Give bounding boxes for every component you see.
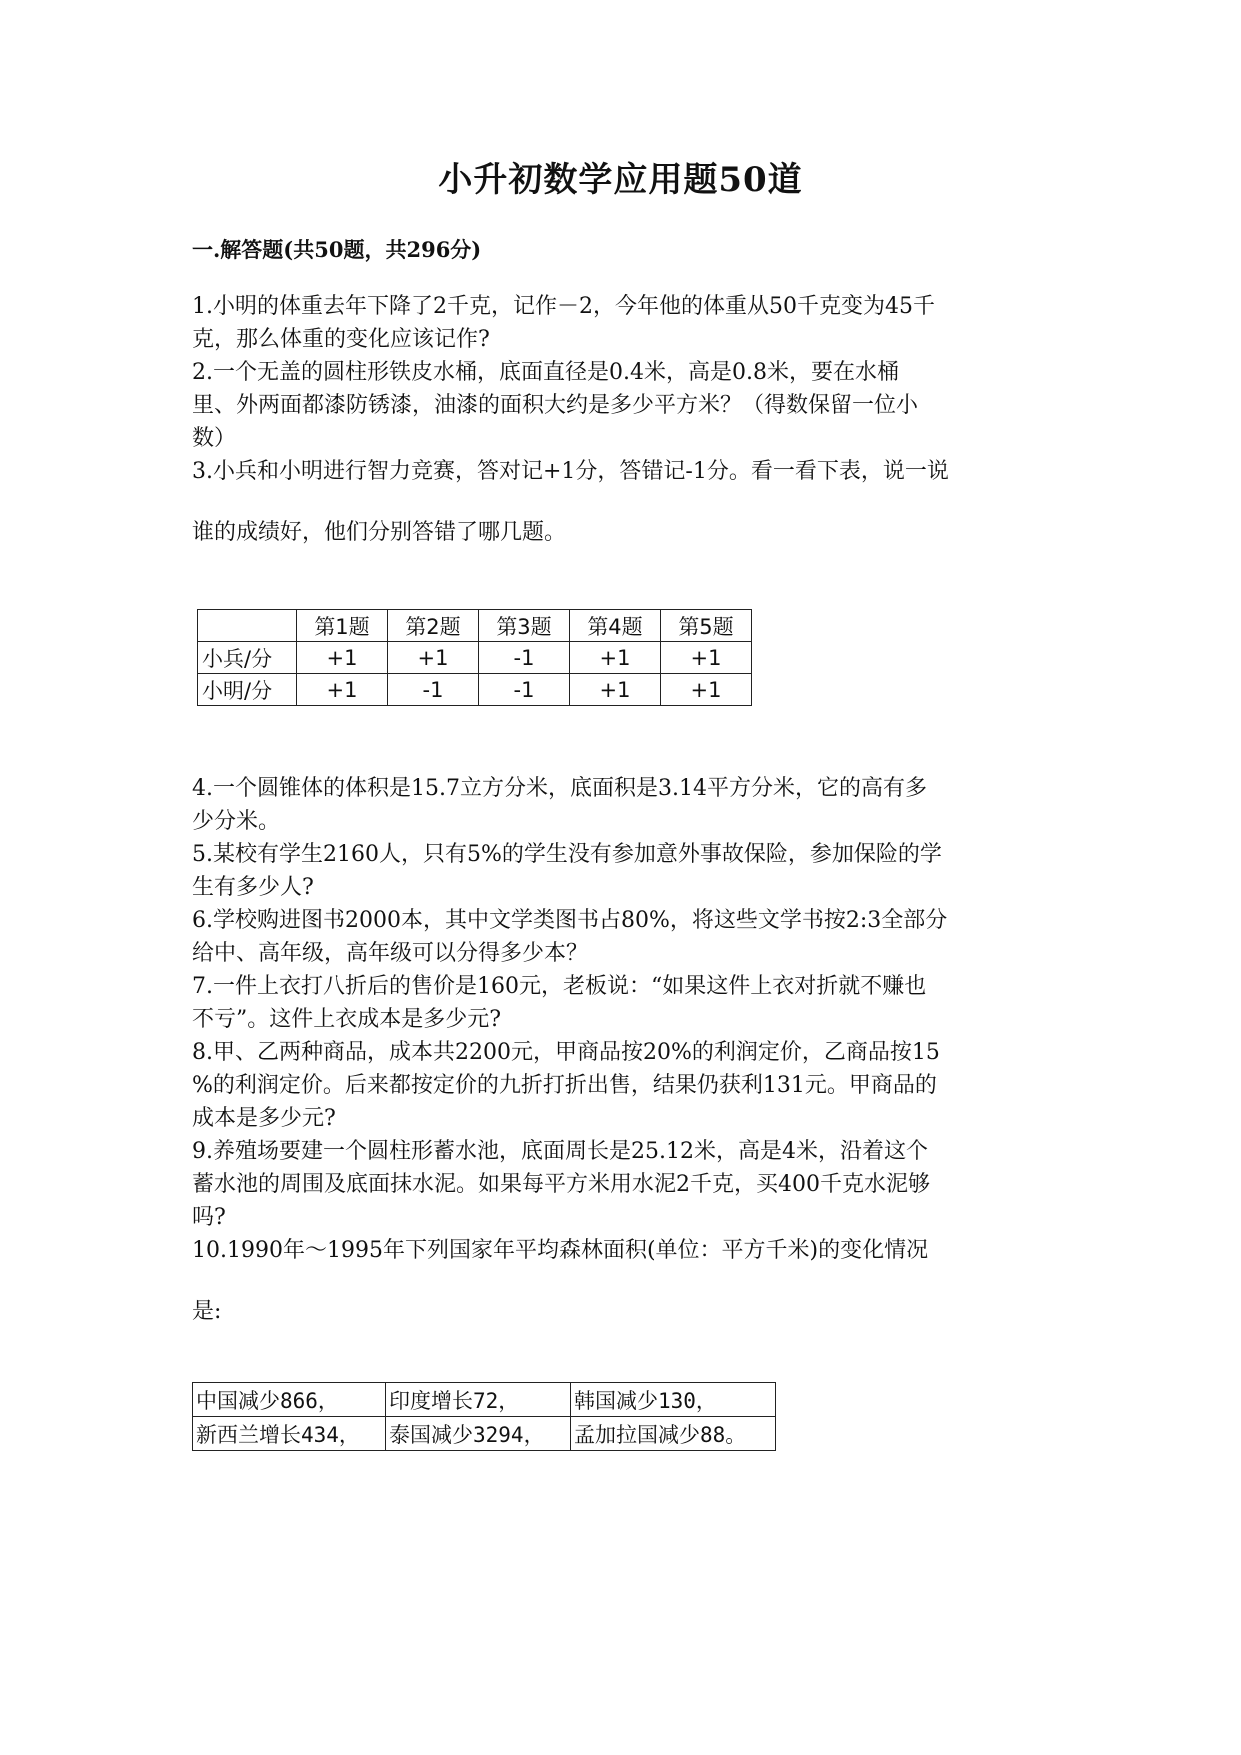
question-6-line-2: 给中、高年级，高年级可以分得多少本？ bbox=[192, 941, 589, 966]
question-2-line-3: 数） bbox=[192, 426, 237, 451]
score-table-header-cell: 第5题 bbox=[661, 610, 752, 642]
question-8-line-3: 成本是多少元? bbox=[192, 1106, 336, 1131]
question-7-line-1: 7.一件上衣打八折后的售价是160元，老板说：“如果这件上衣对折就不赚也 bbox=[192, 974, 927, 999]
score-table-header-cell: 第3题 bbox=[479, 610, 570, 642]
score-table-header-cell: 第2题 bbox=[388, 610, 479, 642]
question-4-line-2: 少分米。 bbox=[192, 809, 281, 834]
score-table-cell: -1 bbox=[479, 674, 570, 706]
forest-table-cell: 孟加拉国减少88。 bbox=[571, 1417, 776, 1451]
question-9 bbox=[192, 1135, 930, 1234]
score-table-row-label: 小兵/分 bbox=[198, 642, 297, 674]
score-table-row-label: 小明/分 bbox=[198, 674, 297, 706]
question-5-line-2: 生有多少人? bbox=[192, 875, 314, 900]
question-4-line-1: 4.一个圆锥体的体积是15.7立方分米，底面积是3.14平方分米，它的高有多 bbox=[192, 776, 927, 801]
question-9-line-1: 9.养殖场要建一个圆柱形蓄水池，底面周长是25.12米，高是4米，沿着这个 bbox=[192, 1139, 928, 1164]
forest-table-row bbox=[193, 1383, 776, 1417]
question-10-line-2: 是: bbox=[192, 1299, 222, 1324]
question-3-line-2: 谁的成绩好，他们分别答错了哪几题。 bbox=[192, 520, 567, 545]
forest-table-cell: 中国减少866， bbox=[193, 1383, 386, 1417]
question-5 bbox=[192, 838, 942, 904]
score-table bbox=[197, 609, 752, 706]
question-2 bbox=[192, 356, 918, 455]
score-table-header-cell: 第1题 bbox=[297, 610, 388, 642]
score-table-cell: -1 bbox=[388, 674, 479, 706]
question-6 bbox=[192, 904, 947, 970]
section-heading: 一.解答题(共50题，共296分) bbox=[192, 237, 482, 262]
score-table-cell: +1 bbox=[570, 642, 661, 674]
forest-table-cell: 印度增长72， bbox=[386, 1383, 571, 1417]
forest-table-cell: 泰国减少3294， bbox=[386, 1417, 571, 1451]
forest-table-cell: 新西兰增长434， bbox=[193, 1417, 386, 1451]
question-7 bbox=[192, 970, 926, 1036]
question-8-line-1: 8.甲、乙两种商品，成本共2200元，甲商品按20%的利润定价，乙商品按15 bbox=[192, 1040, 940, 1065]
page-title: 小升初数学应用题50道 bbox=[438, 160, 803, 200]
score-table-header-row bbox=[198, 610, 752, 642]
question-6-line-1: 6.学校购进图书2000本，其中文学类图书占80%，将这些文学书按2:3全部分 bbox=[192, 908, 948, 933]
question-1-line-2: 克，那么体重的变化应该记作? bbox=[192, 327, 490, 352]
question-1-line-1: 1.小明的体重去年下降了2千克，记作－2，今年他的体重从50千克变为45千 bbox=[192, 294, 935, 319]
score-table-header-cell: 第4题 bbox=[570, 610, 661, 642]
score-table-cell: +1 bbox=[388, 642, 479, 674]
score-table-cell: +1 bbox=[661, 642, 752, 674]
score-table-cell: +1 bbox=[570, 674, 661, 706]
forest-table-cell: 韩国减少130， bbox=[571, 1383, 776, 1417]
forest-area-table bbox=[192, 1382, 776, 1451]
question-9-line-3: 吗? bbox=[192, 1205, 226, 1230]
score-table-cell: -1 bbox=[479, 642, 570, 674]
question-2-line-2: 里、外两面都漆防锈漆，油漆的面积大约是多少平方米？（得数保留一位小 bbox=[192, 393, 919, 418]
score-table-row bbox=[198, 642, 752, 674]
question-10 bbox=[192, 1234, 928, 1328]
score-table-cell: +1 bbox=[297, 674, 388, 706]
question-8-line-2: %的利润定价。后来都按定价的九折打折出售，结果仍获利131元。甲商品的 bbox=[192, 1073, 937, 1098]
question-10-line-1: 10.1990年～1995年下列国家年平均森林面积(单位：平方千米)的变化情况 bbox=[192, 1238, 929, 1263]
question-3-line-1: 3.小兵和小明进行智力竞赛，答对记+1分，答错记-1分。看一看下表，说一说 bbox=[192, 459, 949, 484]
question-1 bbox=[192, 290, 935, 356]
score-table-row bbox=[198, 674, 752, 706]
question-9-line-2: 蓄水池的周围及底面抹水泥。如果每平方米用水泥2千克，买400千克水泥够 bbox=[192, 1172, 930, 1197]
question-8 bbox=[192, 1036, 940, 1135]
question-3 bbox=[192, 455, 949, 549]
score-table-cell: +1 bbox=[661, 674, 752, 706]
question-7-line-2: 不亏”。这件上衣成本是多少元? bbox=[192, 1007, 502, 1032]
score-table-cell: +1 bbox=[297, 642, 388, 674]
forest-table-row bbox=[193, 1417, 776, 1451]
question-2-line-1: 2.一个无盖的圆柱形铁皮水桶，底面直径是0.4米，高是0.8米，要在水桶 bbox=[192, 360, 899, 385]
score-table-header-cell bbox=[198, 610, 297, 642]
question-5-line-1: 5.某校有学生2160人，只有5%的学生没有参加意外事故保险，参加保险的学 bbox=[192, 842, 942, 867]
question-4 bbox=[192, 772, 927, 838]
